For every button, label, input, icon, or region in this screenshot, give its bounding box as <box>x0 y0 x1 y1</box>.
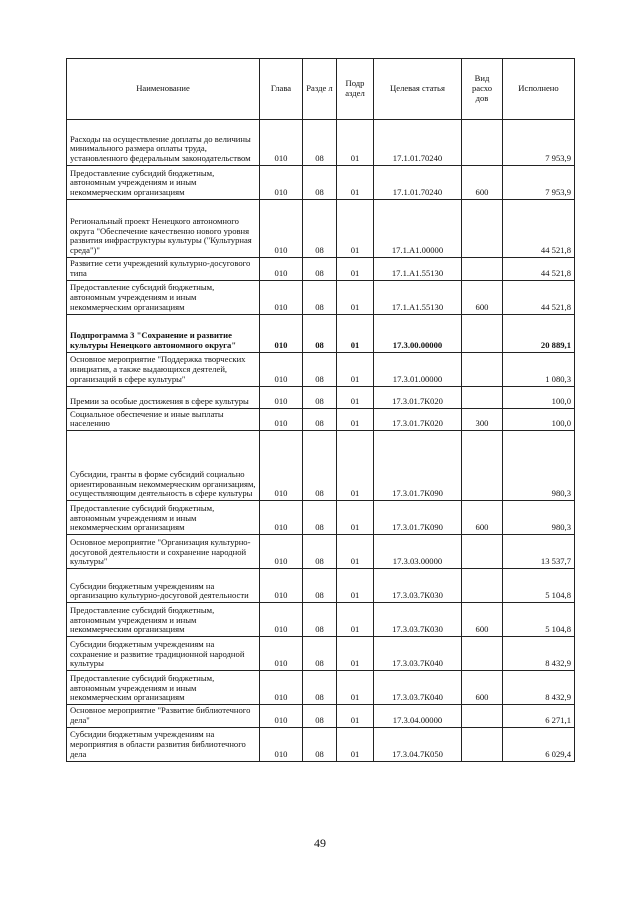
row-chapter: 010 <box>260 120 303 166</box>
row-amount: 100,0 <box>503 386 575 408</box>
row-name: Социальное обеспечение и иные выплаты населению <box>67 408 260 431</box>
table-row <box>67 352 575 386</box>
table-row <box>67 535 575 569</box>
table-row <box>67 431 575 501</box>
table-row <box>67 637 575 671</box>
row-target: 17.3.01.7К090 <box>374 431 462 501</box>
row-expense-type <box>462 352 503 386</box>
table-row <box>67 408 575 431</box>
row-expense-type: 300 <box>462 408 503 431</box>
row-amount: 980,3 <box>503 501 575 535</box>
row-expense-type <box>462 386 503 408</box>
row-name: Расходы на осуществление доплаты до величины минимального размера оплаты труда, установленного федеральным законодательством <box>67 120 260 166</box>
row-subsection: 01 <box>337 535 374 569</box>
row-target: 17.3.04.7К050 <box>374 727 462 761</box>
header-row <box>67 59 575 120</box>
row-chapter: 010 <box>260 637 303 671</box>
row-expense-type <box>462 535 503 569</box>
row-section: 08 <box>303 352 337 386</box>
row-amount: 8 432,9 <box>503 671 575 705</box>
row-chapter: 010 <box>260 258 303 281</box>
row-target: 17.3.03.7К030 <box>374 603 462 637</box>
row-chapter: 010 <box>260 727 303 761</box>
row-target: 17.3.01.7К020 <box>374 386 462 408</box>
budget-table <box>66 58 575 762</box>
row-name: Премии за особые достижения в сфере культуры <box>67 386 260 408</box>
row-chapter: 010 <box>260 352 303 386</box>
row-target: 17.1.A1.00000 <box>374 200 462 258</box>
row-subsection: 01 <box>337 386 374 408</box>
header-section: Разде л <box>303 59 337 120</box>
row-target: 17.3.01.00000 <box>374 352 462 386</box>
row-subsection: 01 <box>337 200 374 258</box>
row-chapter: 010 <box>260 501 303 535</box>
row-expense-type: 600 <box>462 603 503 637</box>
row-name: Субсидии бюджетным учреждениям на сохранение и развитие традиционной народной культуры <box>67 637 260 671</box>
row-expense-type <box>462 637 503 671</box>
row-chapter: 010 <box>260 671 303 705</box>
row-chapter: 010 <box>260 603 303 637</box>
row-target: 17.3.04.00000 <box>374 705 462 728</box>
row-subsection: 01 <box>337 603 374 637</box>
row-target: 17.3.03.7К040 <box>374 671 462 705</box>
row-name: Региональный проект Ненецкого автономного округа "Обеспечение качественно нового уровня развития инфраструктуры культуры ("Культурная среда")" <box>67 200 260 258</box>
row-target: 17.1.A1.55130 <box>374 280 462 314</box>
table-row <box>67 569 575 603</box>
row-section: 08 <box>303 386 337 408</box>
row-name: Субсидии бюджетным учреждениям на организацию культурно-досуговой деятельности <box>67 569 260 603</box>
row-subsection: 01 <box>337 705 374 728</box>
table-row <box>67 280 575 314</box>
row-target: 17.1.01.70240 <box>374 120 462 166</box>
row-section: 08 <box>303 671 337 705</box>
row-section: 08 <box>303 166 337 200</box>
header-name: Наименование <box>67 59 260 120</box>
header-subsection: Подр аздел <box>337 59 374 120</box>
row-target: 17.3.03.7К040 <box>374 637 462 671</box>
row-chapter: 010 <box>260 569 303 603</box>
row-amount: 1 080,3 <box>503 352 575 386</box>
table-row <box>67 501 575 535</box>
row-expense-type <box>462 727 503 761</box>
row-chapter: 010 <box>260 166 303 200</box>
row-chapter: 010 <box>260 535 303 569</box>
row-target: 17.1.A1.55130 <box>374 258 462 281</box>
row-section: 08 <box>303 637 337 671</box>
row-name: Основное мероприятие "Развитие библиотечного дела" <box>67 705 260 728</box>
row-subsection: 01 <box>337 120 374 166</box>
row-expense-type: 600 <box>462 280 503 314</box>
row-subsection: 01 <box>337 569 374 603</box>
row-name: Субсидии бюджетным учреждениям на мероприятия в области развития библиотечного дела <box>67 727 260 761</box>
row-name: Предоставление субсидий бюджетным, автономным учреждениям и иным некоммерческим организациям <box>67 603 260 637</box>
row-expense-type <box>462 314 503 352</box>
row-subsection: 01 <box>337 166 374 200</box>
row-subsection: 01 <box>337 280 374 314</box>
table-row <box>67 386 575 408</box>
row-section: 08 <box>303 120 337 166</box>
row-section: 08 <box>303 431 337 501</box>
row-subsection: 01 <box>337 314 374 352</box>
row-target: 17.3.01.7К020 <box>374 408 462 431</box>
table-row <box>67 705 575 728</box>
row-chapter: 010 <box>260 408 303 431</box>
row-subsection: 01 <box>337 727 374 761</box>
row-chapter: 010 <box>260 705 303 728</box>
row-section: 08 <box>303 258 337 281</box>
row-section: 08 <box>303 569 337 603</box>
row-amount: 20 889,1 <box>503 314 575 352</box>
row-subsection: 01 <box>337 501 374 535</box>
row-amount: 5 104,8 <box>503 569 575 603</box>
row-amount: 980,3 <box>503 431 575 501</box>
header-expense-type: Вид расхо дов <box>462 59 503 120</box>
table-row <box>67 671 575 705</box>
row-amount: 8 432,9 <box>503 637 575 671</box>
row-amount: 5 104,8 <box>503 603 575 637</box>
row-target: 17.3.01.7К090 <box>374 501 462 535</box>
row-subsection: 01 <box>337 258 374 281</box>
table-row <box>67 258 575 281</box>
row-target: 17.3.03.7К030 <box>374 569 462 603</box>
row-name: Предоставление субсидий бюджетным, автономным учреждениям и иным некоммерческим организациям <box>67 280 260 314</box>
row-name: Развитие сети учреждений культурно-досугового типа <box>67 258 260 281</box>
row-chapter: 010 <box>260 431 303 501</box>
row-name: Субсидии, гранты в форме субсидий социально ориентированным некоммерческим организациям, осуществляющим деятельность в сфере культуры <box>67 431 260 501</box>
row-amount: 6 029,4 <box>503 727 575 761</box>
row-amount: 100,0 <box>503 408 575 431</box>
header-executed: Исполнено <box>503 59 575 120</box>
row-amount: 7 953,9 <box>503 120 575 166</box>
row-expense-type: 600 <box>462 166 503 200</box>
row-subsection: 01 <box>337 408 374 431</box>
row-chapter: 010 <box>260 280 303 314</box>
header-chapter: Глава <box>260 59 303 120</box>
row-expense-type <box>462 569 503 603</box>
row-expense-type <box>462 431 503 501</box>
row-section: 08 <box>303 280 337 314</box>
row-section: 08 <box>303 603 337 637</box>
row-section: 08 <box>303 501 337 535</box>
row-expense-type <box>462 120 503 166</box>
row-target: 17.3.03.00000 <box>374 535 462 569</box>
row-section: 08 <box>303 200 337 258</box>
row-chapter: 010 <box>260 200 303 258</box>
row-target: 17.3.00.00000 <box>374 314 462 352</box>
row-subsection: 01 <box>337 637 374 671</box>
row-subsection: 01 <box>337 671 374 705</box>
row-section: 08 <box>303 727 337 761</box>
row-expense-type <box>462 258 503 281</box>
row-subsection: 01 <box>337 431 374 501</box>
row-expense-type <box>462 705 503 728</box>
row-amount: 6 271,1 <box>503 705 575 728</box>
row-amount: 44 521,8 <box>503 280 575 314</box>
row-section: 08 <box>303 705 337 728</box>
table-row <box>67 120 575 166</box>
row-chapter: 010 <box>260 386 303 408</box>
table-row <box>67 166 575 200</box>
row-target: 17.1.01.70240 <box>374 166 462 200</box>
row-amount: 44 521,8 <box>503 258 575 281</box>
table-row <box>67 727 575 761</box>
row-name: Подпрограмма 3 "Сохранение и развитие культуры Ненецкого автономного округа" <box>67 314 260 352</box>
row-section: 08 <box>303 408 337 431</box>
row-subsection: 01 <box>337 352 374 386</box>
row-expense-type: 600 <box>462 671 503 705</box>
row-amount: 44 521,8 <box>503 200 575 258</box>
row-amount: 7 953,9 <box>503 166 575 200</box>
table-row <box>67 200 575 258</box>
row-section: 08 <box>303 535 337 569</box>
row-section: 08 <box>303 314 337 352</box>
row-name: Предоставление субсидий бюджетным, автономным учреждениям и иным некоммерческим организациям <box>67 671 260 705</box>
row-name: Предоставление субсидий бюджетным, автономным учреждениям и иным некоммерческим организациям <box>67 501 260 535</box>
row-name: Предоставление субсидий бюджетным, автономным учреждениям и иным некоммерческим организациям <box>67 166 260 200</box>
row-amount: 13 537,7 <box>503 535 575 569</box>
row-name: Основное мероприятие "Организация культурно-досуговой деятельности и сохранение народной культуры" <box>67 535 260 569</box>
row-name: Основное мероприятие "Поддержка творческих инициатив, а также выдающихся деятелей, организаций в сфере культуры" <box>67 352 260 386</box>
page-number: 49 <box>314 836 326 850</box>
table-row <box>67 314 575 352</box>
row-expense-type <box>462 200 503 258</box>
header-target: Целевая статья <box>374 59 462 120</box>
row-expense-type: 600 <box>462 501 503 535</box>
row-chapter: 010 <box>260 314 303 352</box>
table-row <box>67 603 575 637</box>
